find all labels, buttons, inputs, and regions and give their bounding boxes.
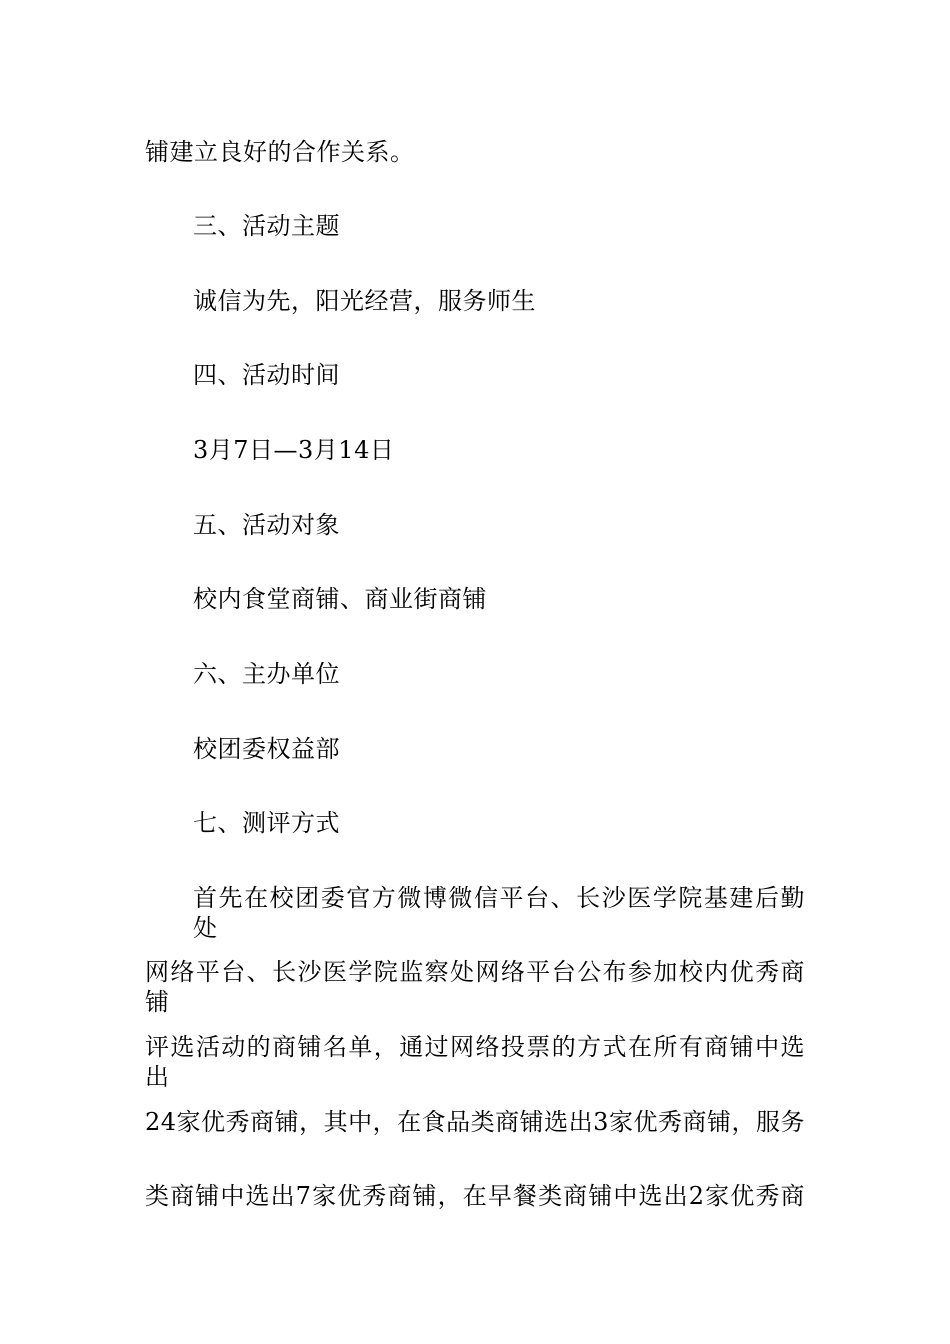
evaluation-paragraph-line-1: 首先在校团委官方微博微信平台、长沙医学院基建后勤处 <box>193 884 805 942</box>
paragraph-line-continuation: 铺建立良好的合作关系。 <box>145 138 415 166</box>
section-heading-target: 五、活动对象 <box>193 511 340 539</box>
evaluation-paragraph-line-5: 类商铺中选出7家优秀商铺，在早餐类商铺中选出2家优秀商 <box>145 1182 805 1210</box>
evaluation-paragraph-line-3: 评选活动的商铺名单，通过网络投票的方式在所有商铺中选出 <box>145 1033 805 1091</box>
section-heading-time: 四、活动时间 <box>193 361 340 389</box>
time-text: 3月7日—3月14日 <box>193 436 395 464</box>
evaluation-paragraph-line-4: 24家优秀商铺，其中，在食品类商铺选出3家优秀商铺，服务 <box>145 1108 805 1136</box>
section-heading-theme: 三、活动主题 <box>193 212 340 240</box>
section-heading-evaluation: 七、测评方式 <box>193 809 340 837</box>
organizer-text: 校团委权益部 <box>193 735 340 763</box>
target-text: 校内食堂商铺、商业街商铺 <box>193 585 487 613</box>
evaluation-paragraph-line-2: 网络平台、长沙医学院监察处网络平台公布参加校内优秀商铺 <box>145 958 805 1016</box>
section-heading-organizer: 六、主办单位 <box>193 660 340 688</box>
theme-text: 诚信为先，阳光经营，服务师生 <box>193 287 536 315</box>
